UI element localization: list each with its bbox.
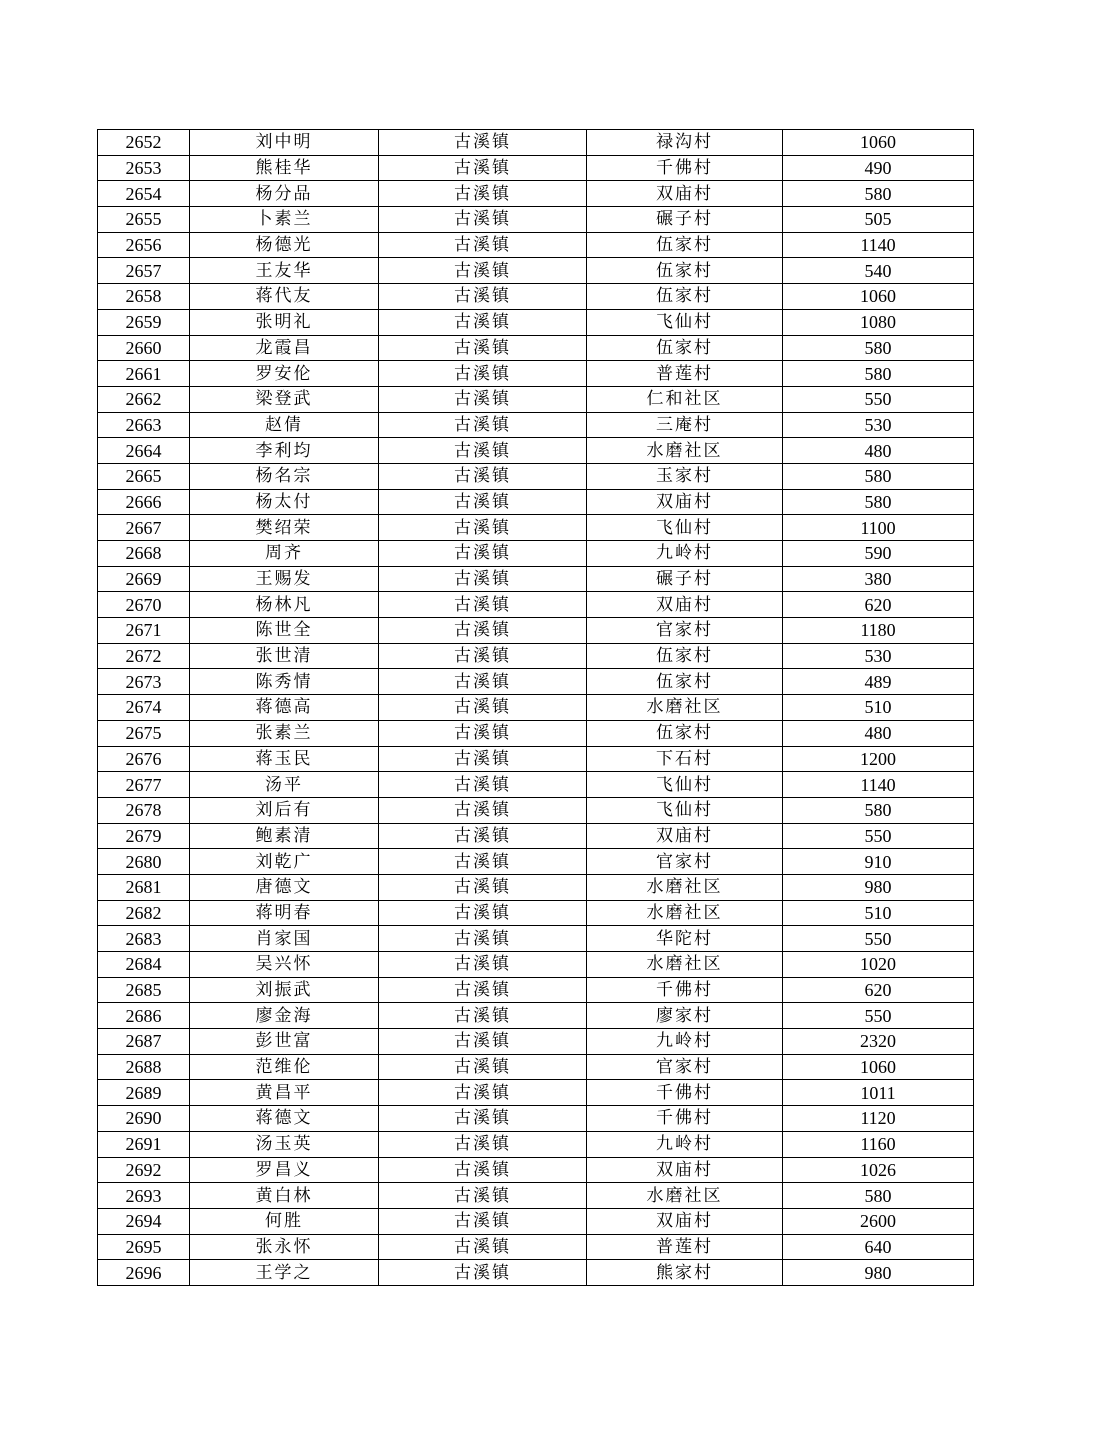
row-number-cell: 2666 <box>98 489 190 515</box>
amount-cell: 1060 <box>783 130 974 156</box>
name-cell: 樊绍荣 <box>190 515 379 541</box>
row-number-cell: 2675 <box>98 720 190 746</box>
row-number-cell: 2665 <box>98 463 190 489</box>
village-cell: 官家村 <box>587 618 783 644</box>
table-row <box>98 258 974 284</box>
name-cell: 刘振武 <box>190 977 379 1003</box>
amount-cell: 1011 <box>783 1080 974 1106</box>
name-cell: 张永怀 <box>190 1234 379 1260</box>
town-cell: 古溪镇 <box>379 386 587 412</box>
row-number-cell: 2662 <box>98 386 190 412</box>
row-number-cell: 2693 <box>98 1183 190 1209</box>
amount-cell: 980 <box>783 1260 974 1286</box>
row-number-cell: 2681 <box>98 874 190 900</box>
town-cell: 古溪镇 <box>379 1157 587 1183</box>
village-cell: 千佛村 <box>587 1106 783 1132</box>
table-row <box>98 386 974 412</box>
name-cell: 范维伦 <box>190 1054 379 1080</box>
amount-cell: 580 <box>783 361 974 387</box>
records-table <box>97 129 974 1286</box>
village-cell: 伍家村 <box>587 335 783 361</box>
name-cell: 汤玉英 <box>190 1131 379 1157</box>
village-cell: 伍家村 <box>587 232 783 258</box>
town-cell: 古溪镇 <box>379 1208 587 1234</box>
name-cell: 黄昌平 <box>190 1080 379 1106</box>
name-cell: 刘后有 <box>190 797 379 823</box>
row-number-cell: 2678 <box>98 797 190 823</box>
town-cell: 古溪镇 <box>379 1234 587 1260</box>
name-cell: 张世清 <box>190 643 379 669</box>
town-cell: 古溪镇 <box>379 772 587 798</box>
table-row <box>98 952 974 978</box>
town-cell: 古溪镇 <box>379 1080 587 1106</box>
name-cell: 蒋明春 <box>190 900 379 926</box>
amount-cell: 580 <box>783 181 974 207</box>
town-cell: 古溪镇 <box>379 566 587 592</box>
row-number-cell: 2679 <box>98 823 190 849</box>
name-cell: 吴兴怀 <box>190 952 379 978</box>
village-cell: 双庙村 <box>587 489 783 515</box>
village-cell: 九岭村 <box>587 1029 783 1055</box>
village-cell: 双庙村 <box>587 592 783 618</box>
row-number-cell: 2656 <box>98 232 190 258</box>
amount-cell: 1026 <box>783 1157 974 1183</box>
village-cell: 水磨社区 <box>587 874 783 900</box>
name-cell: 王友华 <box>190 258 379 284</box>
amount-cell: 580 <box>783 335 974 361</box>
row-number-cell: 2660 <box>98 335 190 361</box>
amount-cell: 480 <box>783 720 974 746</box>
village-cell: 双庙村 <box>587 1208 783 1234</box>
row-number-cell: 2687 <box>98 1029 190 1055</box>
table-row <box>98 130 974 156</box>
table-row <box>98 1003 974 1029</box>
town-cell: 古溪镇 <box>379 977 587 1003</box>
name-cell: 王赐发 <box>190 566 379 592</box>
table-row <box>98 592 974 618</box>
name-cell: 张明礼 <box>190 309 379 335</box>
table-row <box>98 823 974 849</box>
village-cell: 九岭村 <box>587 1131 783 1157</box>
town-cell: 古溪镇 <box>379 643 587 669</box>
amount-cell: 490 <box>783 155 974 181</box>
row-number-cell: 2677 <box>98 772 190 798</box>
name-cell: 汤平 <box>190 772 379 798</box>
town-cell: 古溪镇 <box>379 284 587 310</box>
town-cell: 古溪镇 <box>379 181 587 207</box>
amount-cell: 580 <box>783 463 974 489</box>
table-row <box>98 1131 974 1157</box>
amount-cell: 505 <box>783 207 974 233</box>
village-cell: 仁和社区 <box>587 386 783 412</box>
row-number-cell: 2674 <box>98 695 190 721</box>
amount-cell: 489 <box>783 669 974 695</box>
name-cell: 杨林凡 <box>190 592 379 618</box>
town-cell: 古溪镇 <box>379 720 587 746</box>
table-row <box>98 515 974 541</box>
row-number-cell: 2671 <box>98 618 190 644</box>
row-number-cell: 2652 <box>98 130 190 156</box>
table-row <box>98 772 974 798</box>
row-number-cell: 2696 <box>98 1260 190 1286</box>
town-cell: 古溪镇 <box>379 849 587 875</box>
village-cell: 水磨社区 <box>587 438 783 464</box>
table-row <box>98 155 974 181</box>
village-cell: 飞仙村 <box>587 309 783 335</box>
row-number-cell: 2669 <box>98 566 190 592</box>
town-cell: 古溪镇 <box>379 463 587 489</box>
town-cell: 古溪镇 <box>379 1183 587 1209</box>
town-cell: 古溪镇 <box>379 695 587 721</box>
table-row <box>98 669 974 695</box>
name-cell: 唐德文 <box>190 874 379 900</box>
town-cell: 古溪镇 <box>379 874 587 900</box>
amount-cell: 620 <box>783 592 974 618</box>
amount-cell: 550 <box>783 1003 974 1029</box>
row-number-cell: 2655 <box>98 207 190 233</box>
village-cell: 伍家村 <box>587 720 783 746</box>
name-cell: 刘乾广 <box>190 849 379 875</box>
table-row <box>98 361 974 387</box>
name-cell: 周齐 <box>190 541 379 567</box>
town-cell: 古溪镇 <box>379 1029 587 1055</box>
town-cell: 古溪镇 <box>379 952 587 978</box>
table-row <box>98 566 974 592</box>
amount-cell: 1160 <box>783 1131 974 1157</box>
village-cell: 伍家村 <box>587 284 783 310</box>
village-cell: 碾子村 <box>587 566 783 592</box>
row-number-cell: 2683 <box>98 926 190 952</box>
row-number-cell: 2657 <box>98 258 190 284</box>
row-number-cell: 2659 <box>98 309 190 335</box>
amount-cell: 590 <box>783 541 974 567</box>
amount-cell: 620 <box>783 977 974 1003</box>
name-cell: 刘中明 <box>190 130 379 156</box>
name-cell: 蒋德文 <box>190 1106 379 1132</box>
row-number-cell: 2680 <box>98 849 190 875</box>
village-cell: 飞仙村 <box>587 797 783 823</box>
row-number-cell: 2689 <box>98 1080 190 1106</box>
amount-cell: 550 <box>783 386 974 412</box>
row-number-cell: 2658 <box>98 284 190 310</box>
row-number-cell: 2688 <box>98 1054 190 1080</box>
name-cell: 赵倩 <box>190 412 379 438</box>
village-cell: 水磨社区 <box>587 900 783 926</box>
name-cell: 彭世富 <box>190 1029 379 1055</box>
village-cell: 水磨社区 <box>587 1183 783 1209</box>
village-cell: 官家村 <box>587 1054 783 1080</box>
table-row <box>98 720 974 746</box>
table-row <box>98 1234 974 1260</box>
table-row <box>98 489 974 515</box>
table-row <box>98 309 974 335</box>
amount-cell: 580 <box>783 797 974 823</box>
village-cell: 飞仙村 <box>587 772 783 798</box>
table-row <box>98 181 974 207</box>
amount-cell: 480 <box>783 438 974 464</box>
records-body <box>98 130 974 1286</box>
town-cell: 古溪镇 <box>379 823 587 849</box>
town-cell: 古溪镇 <box>379 438 587 464</box>
name-cell: 杨名宗 <box>190 463 379 489</box>
town-cell: 古溪镇 <box>379 669 587 695</box>
village-cell: 廖家村 <box>587 1003 783 1029</box>
name-cell: 肖家国 <box>190 926 379 952</box>
village-cell: 千佛村 <box>587 1080 783 1106</box>
name-cell: 廖金海 <box>190 1003 379 1029</box>
table-row <box>98 1054 974 1080</box>
table-row <box>98 1029 974 1055</box>
name-cell: 黄白林 <box>190 1183 379 1209</box>
name-cell: 罗昌义 <box>190 1157 379 1183</box>
town-cell: 古溪镇 <box>379 155 587 181</box>
row-number-cell: 2664 <box>98 438 190 464</box>
row-number-cell: 2685 <box>98 977 190 1003</box>
row-number-cell: 2661 <box>98 361 190 387</box>
town-cell: 古溪镇 <box>379 361 587 387</box>
amount-cell: 530 <box>783 412 974 438</box>
amount-cell: 1140 <box>783 772 974 798</box>
amount-cell: 550 <box>783 823 974 849</box>
row-number-cell: 2670 <box>98 592 190 618</box>
amount-cell: 530 <box>783 643 974 669</box>
row-number-cell: 2692 <box>98 1157 190 1183</box>
name-cell: 杨太付 <box>190 489 379 515</box>
village-cell: 双庙村 <box>587 1157 783 1183</box>
amount-cell: 1100 <box>783 515 974 541</box>
table-row <box>98 900 974 926</box>
town-cell: 古溪镇 <box>379 258 587 284</box>
town-cell: 古溪镇 <box>379 1260 587 1286</box>
amount-cell: 980 <box>783 874 974 900</box>
village-cell: 双庙村 <box>587 181 783 207</box>
village-cell: 普莲村 <box>587 1234 783 1260</box>
name-cell: 何胜 <box>190 1208 379 1234</box>
table-row <box>98 797 974 823</box>
row-number-cell: 2682 <box>98 900 190 926</box>
row-number-cell: 2668 <box>98 541 190 567</box>
table-row <box>98 284 974 310</box>
town-cell: 古溪镇 <box>379 130 587 156</box>
village-cell: 官家村 <box>587 849 783 875</box>
town-cell: 古溪镇 <box>379 1003 587 1029</box>
town-cell: 古溪镇 <box>379 797 587 823</box>
row-number-cell: 2691 <box>98 1131 190 1157</box>
town-cell: 古溪镇 <box>379 592 587 618</box>
table-row <box>98 412 974 438</box>
name-cell: 梁登武 <box>190 386 379 412</box>
village-cell: 下石村 <box>587 746 783 772</box>
town-cell: 古溪镇 <box>379 232 587 258</box>
row-number-cell: 2694 <box>98 1208 190 1234</box>
amount-cell: 1060 <box>783 284 974 310</box>
table-row <box>98 618 974 644</box>
village-cell: 千佛村 <box>587 977 783 1003</box>
village-cell: 伍家村 <box>587 669 783 695</box>
name-cell: 罗安伦 <box>190 361 379 387</box>
table-row <box>98 438 974 464</box>
table-row <box>98 335 974 361</box>
town-cell: 古溪镇 <box>379 412 587 438</box>
name-cell: 蒋玉民 <box>190 746 379 772</box>
table-row <box>98 541 974 567</box>
row-number-cell: 2673 <box>98 669 190 695</box>
table-row <box>98 463 974 489</box>
village-cell: 伍家村 <box>587 258 783 284</box>
amount-cell: 1200 <box>783 746 974 772</box>
village-cell: 碾子村 <box>587 207 783 233</box>
table-row <box>98 849 974 875</box>
table-row <box>98 746 974 772</box>
name-cell: 卜素兰 <box>190 207 379 233</box>
table-row <box>98 1260 974 1286</box>
town-cell: 古溪镇 <box>379 1054 587 1080</box>
town-cell: 古溪镇 <box>379 1106 587 1132</box>
village-cell: 玉家村 <box>587 463 783 489</box>
village-cell: 水磨社区 <box>587 952 783 978</box>
amount-cell: 1020 <box>783 952 974 978</box>
town-cell: 古溪镇 <box>379 926 587 952</box>
town-cell: 古溪镇 <box>379 207 587 233</box>
row-number-cell: 2695 <box>98 1234 190 1260</box>
table-row <box>98 926 974 952</box>
town-cell: 古溪镇 <box>379 541 587 567</box>
amount-cell: 510 <box>783 900 974 926</box>
table-row <box>98 695 974 721</box>
amount-cell: 1180 <box>783 618 974 644</box>
town-cell: 古溪镇 <box>379 515 587 541</box>
amount-cell: 380 <box>783 566 974 592</box>
town-cell: 古溪镇 <box>379 618 587 644</box>
amount-cell: 510 <box>783 695 974 721</box>
town-cell: 古溪镇 <box>379 335 587 361</box>
table-row <box>98 232 974 258</box>
town-cell: 古溪镇 <box>379 900 587 926</box>
amount-cell: 580 <box>783 1183 974 1209</box>
village-cell: 飞仙村 <box>587 515 783 541</box>
amount-cell: 1120 <box>783 1106 974 1132</box>
row-number-cell: 2672 <box>98 643 190 669</box>
amount-cell: 550 <box>783 926 974 952</box>
amount-cell: 1140 <box>783 232 974 258</box>
name-cell: 陈秀情 <box>190 669 379 695</box>
town-cell: 古溪镇 <box>379 1131 587 1157</box>
table-row <box>98 1157 974 1183</box>
amount-cell: 640 <box>783 1234 974 1260</box>
row-number-cell: 2686 <box>98 1003 190 1029</box>
town-cell: 古溪镇 <box>379 309 587 335</box>
village-cell: 千佛村 <box>587 155 783 181</box>
amount-cell: 2600 <box>783 1208 974 1234</box>
amount-cell: 540 <box>783 258 974 284</box>
table-row <box>98 1208 974 1234</box>
town-cell: 古溪镇 <box>379 489 587 515</box>
row-number-cell: 2663 <box>98 412 190 438</box>
name-cell: 龙霞昌 <box>190 335 379 361</box>
village-cell: 熊家村 <box>587 1260 783 1286</box>
table-row <box>98 1080 974 1106</box>
name-cell: 蒋德高 <box>190 695 379 721</box>
row-number-cell: 2654 <box>98 181 190 207</box>
name-cell: 王学之 <box>190 1260 379 1286</box>
name-cell: 鲍素清 <box>190 823 379 849</box>
village-cell: 普莲村 <box>587 361 783 387</box>
table-row <box>98 207 974 233</box>
table-row <box>98 977 974 1003</box>
village-cell: 伍家村 <box>587 643 783 669</box>
table-row <box>98 1106 974 1132</box>
name-cell: 张素兰 <box>190 720 379 746</box>
name-cell: 熊桂华 <box>190 155 379 181</box>
table-row <box>98 874 974 900</box>
village-cell: 九岭村 <box>587 541 783 567</box>
row-number-cell: 2684 <box>98 952 190 978</box>
name-cell: 陈世全 <box>190 618 379 644</box>
village-cell: 华陀村 <box>587 926 783 952</box>
name-cell: 杨分品 <box>190 181 379 207</box>
name-cell: 杨德光 <box>190 232 379 258</box>
table-row <box>98 643 974 669</box>
row-number-cell: 2690 <box>98 1106 190 1132</box>
amount-cell: 1080 <box>783 309 974 335</box>
amount-cell: 910 <box>783 849 974 875</box>
town-cell: 古溪镇 <box>379 746 587 772</box>
row-number-cell: 2653 <box>98 155 190 181</box>
village-cell: 三庵村 <box>587 412 783 438</box>
row-number-cell: 2676 <box>98 746 190 772</box>
table-row <box>98 1183 974 1209</box>
row-number-cell: 2667 <box>98 515 190 541</box>
village-cell: 禄沟村 <box>587 130 783 156</box>
name-cell: 李利均 <box>190 438 379 464</box>
village-cell: 水磨社区 <box>587 695 783 721</box>
amount-cell: 2320 <box>783 1029 974 1055</box>
name-cell: 蒋代友 <box>190 284 379 310</box>
amount-cell: 580 <box>783 489 974 515</box>
amount-cell: 1060 <box>783 1054 974 1080</box>
village-cell: 双庙村 <box>587 823 783 849</box>
